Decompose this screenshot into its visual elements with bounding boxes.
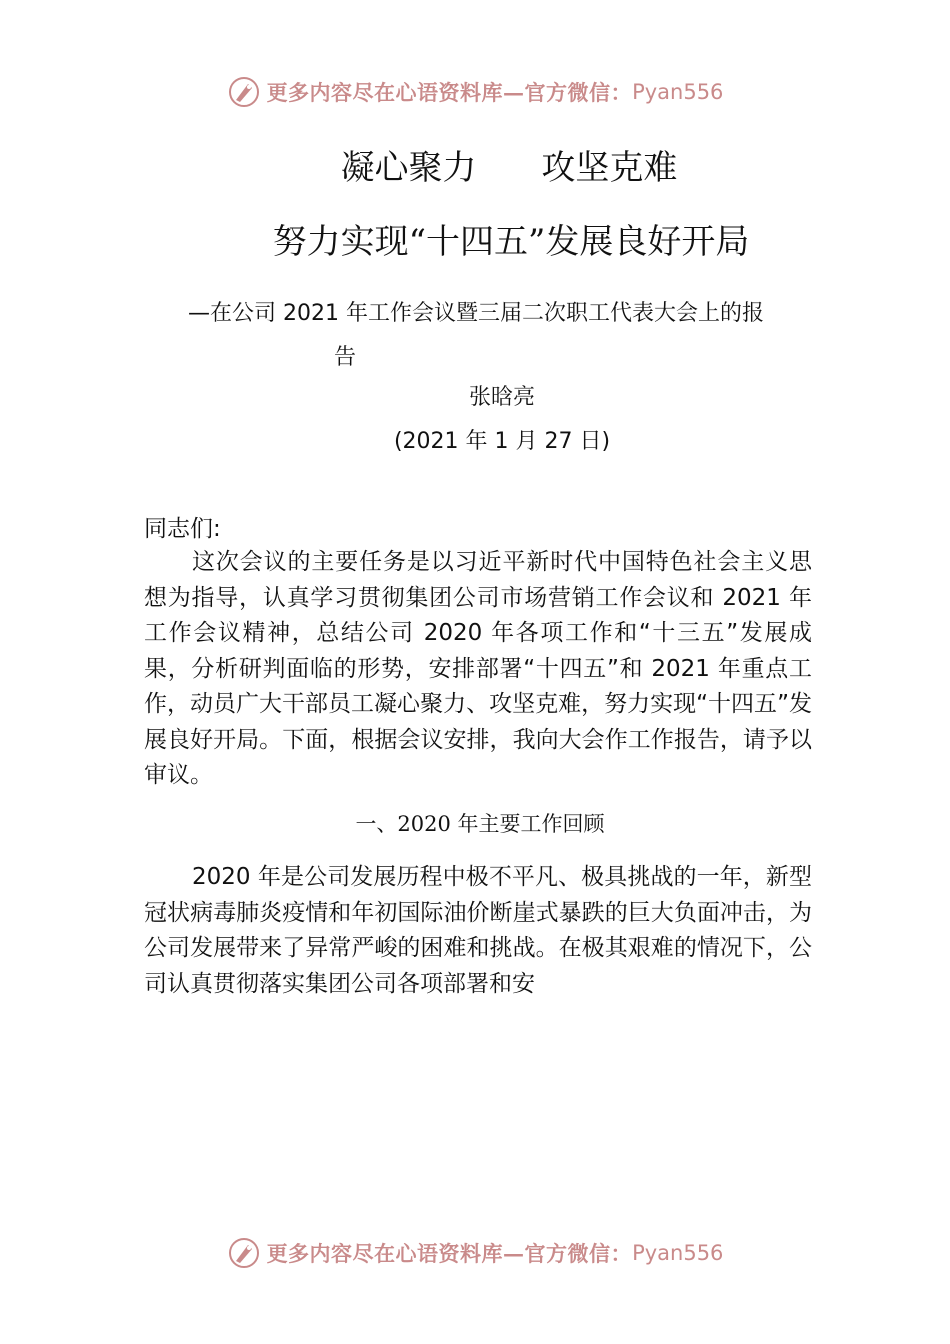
- pen-nib-logo-icon: [227, 75, 261, 109]
- watermark-text-cn: 更多内容尽在心语资料库—官方微信：: [266, 80, 633, 105]
- watermark-wechat-id: Pyan556: [632, 80, 724, 104]
- body-paragraph-2: 2020 年是公司发展历程中极不平凡、极具挑战的一年，新型冠状病毒肺炎疫情和年初国际油价断崖式暴跌的巨大负面冲击，为公司发展带来了异常严峻的困难和挑战。在极其艰难的情况下，公司认真贯彻落实集团公司各项部署和安: [144, 864, 812, 997]
- document-title-line2: 努力实现“十四五”发展良好开局: [272, 222, 750, 262]
- document-author: 张晗亮: [468, 385, 535, 410]
- watermark-wechat-id: Pyan556: [632, 1241, 724, 1265]
- greeting: 同志们:: [144, 516, 221, 542]
- subtitle-line2: 告: [333, 345, 356, 370]
- header-watermark: [0, 72, 950, 112]
- document-subtitle: [188, 292, 828, 380]
- subtitle-line1: —在公司 2021 年工作会议暨三届二次职工代表大会上的报: [188, 301, 764, 326]
- section-heading: 一、2020 年主要工作回顾: [355, 812, 605, 836]
- pen-nib-logo-icon: [227, 1236, 261, 1270]
- footer-watermark: [0, 1233, 950, 1273]
- document-title-line1: 凝心聚力 攻坚克难: [340, 148, 678, 188]
- document-date: (2021 年 1 月 27 日): [393, 429, 611, 454]
- watermark-text-cn: 更多内容尽在心语资料库—官方微信：: [266, 1241, 633, 1266]
- body-paragraph-1: 这次会议的主要任务是以习近平新时代中国特色社会主义思想为指导，认真学习贯彻集团公司市场营销工作会议和 2021 年工作会议精神，总结公司 2020 年各项工作和“十三五”发展成果，分析研判面临的形势，安排部署“十四五”和 2021 年重点工作，动员广大干部员工凝心聚力、攻坚克难，努力实现“十四五”发展良好开局。下面，根据会议安排，我向大会作工作报告，请予以审议。: [144, 549, 812, 788]
